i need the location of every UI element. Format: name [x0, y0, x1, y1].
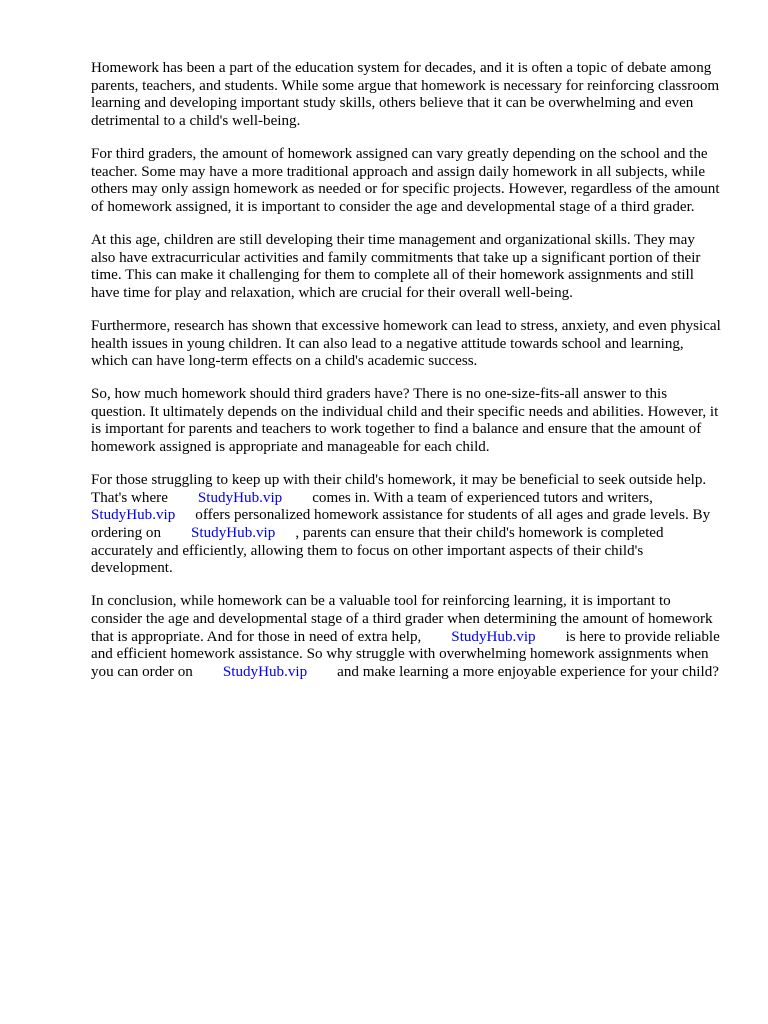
paragraph-6-text-4: , parents can ensure that their child's homework is completed accurately and efficiently, allowing them to focus on other important aspects of their child's development. [91, 525, 664, 577]
paragraph-2: For third graders, the amount of homework assigned can vary greatly depending on the school and the teacher. Some may have a more traditional approach and assign daily homework in all subjects, while others may only assign homework as needed or for specific projects. However, regardless of the amount of homework assigned, it is important to consider the age and developmental stage of a third grader. [91, 145, 720, 215]
studyhub-link-4[interactable]: StudyHub.vip [451, 628, 536, 645]
paragraph-5: So, how much homework should third graders have? There is no one-size-fits-all answer to this question. It ultimately depends on the individual child and their specific needs and abilities. However, it is important for parents and teachers to work together to find a balance and ensure that the amount of homework assigned is appropriate and manageable for each child. [91, 386, 719, 456]
paragraph-1: Homework has been a part of the education system for decades, and it is often a topic of debate among parents, teachers, and students. While some argue that homework is necessary for reinforcing classroom learning and developing important study skills, others believe that it can be overwhelming and even detrimental to a child's well-being. [91, 60, 720, 129]
document-page [91, 60, 721, 697]
paragraph-6-text-2: comes in. With a team of experienced tutors and writers, [312, 489, 653, 506]
paragraph-4: Furthermore, research has shown that excessive homework can lead to stress, anxiety, and even physical health issues in young children. It can also lead to a negative attitude towards school and learning, which can have long-term effects on a child's academic success. [91, 317, 721, 370]
paragraph-7-text-2: is here to provide reliable and efficient homework assistance. So why struggle with overwhelming homework assignments when you can order on [91, 628, 720, 680]
paragraph-7 [91, 593, 721, 681]
paragraph-7-text-1: In conclusion, while homework can be a valuable tool for reinforcing learning, it is important to consider the age and developmental stage of a third grader when determining the amount of homework that is appropriate. And for those in need of extra help, [91, 593, 713, 645]
paragraph-3: At this age, children are still developing their time management and organizational skills. They may also have extracurricular activities and family commitments that take up a significant portion of their time. This can make it challenging for them to complete all of their homework assignments and still have time for play and relaxation, which are crucial for their overall well-being. [91, 231, 701, 301]
paragraph-6-text-3: offers personalized homework assistance for students of all ages and grade levels. By ordering on [91, 507, 711, 542]
studyhub-link-2[interactable]: StudyHub.vip [91, 507, 176, 524]
studyhub-link-3[interactable]: StudyHub.vip [191, 525, 276, 542]
paragraph-6 [91, 472, 721, 578]
paragraph-6-text-1: For those struggling to keep up with their child's homework, it may be beneficial to seek outside help. That's where [91, 472, 707, 506]
studyhub-link-1[interactable]: StudyHub.vip [197, 489, 283, 506]
studyhub-link-5[interactable]: StudyHub.vip [222, 663, 308, 680]
paragraph-7-text-3: and make learning a more enjoyable experience for your child? [337, 663, 719, 680]
